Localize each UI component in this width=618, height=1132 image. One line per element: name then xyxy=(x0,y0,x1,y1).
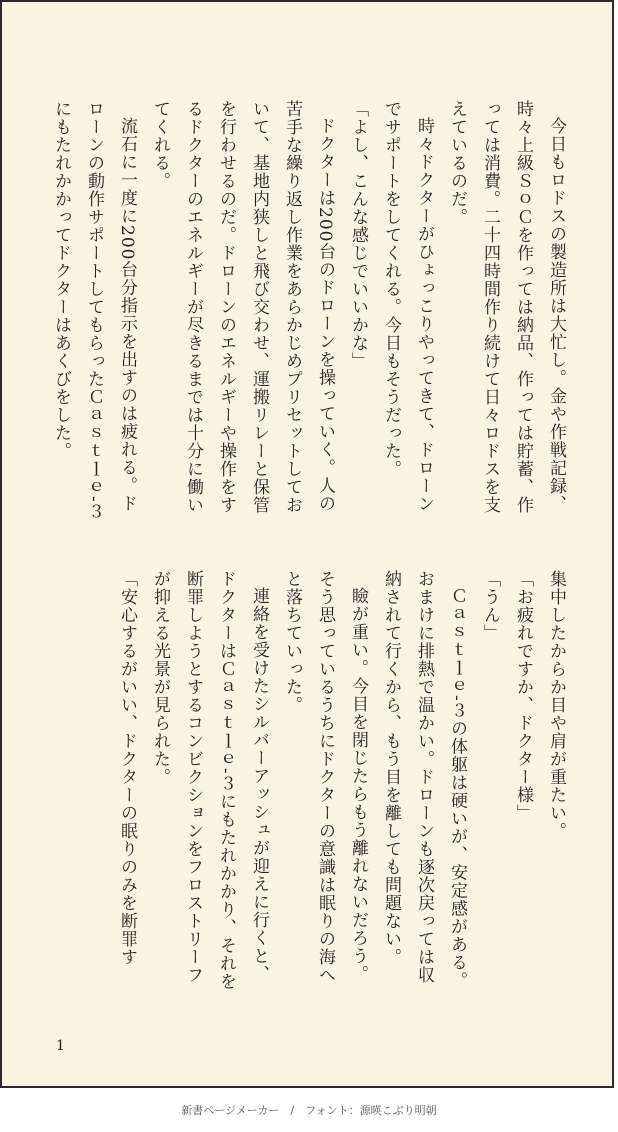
paragraph: ドクターは200台のドローンを操っていく。人の苦手な繰り返し作業をあらかじめプリセットしておいて、基地内狭しと飛び交わせ、運搬リレーと保管を行わせるのだ。ドローンのエネルギーや操作をするドクターのエネルギーが尽きるまでは十分に働いてくれる。 xyxy=(150,100,335,514)
paragraph: 流石に一度に200台分指示を出すのは疲れる。ドローンの動作サポートしてもらったＣａｓｔｌｅ‐３にもたれかかってドクターはあくびをした。 xyxy=(51,100,137,521)
paragraph: 「うん」 xyxy=(480,570,500,642)
paragraph: 連絡を受けたシルバーアッシュが迎えに行くと、ドクターはＣａｓｔｌｅ‐３にもたれかかり、それを断罪しようとするコンビクションをフロストリーフが抑える光景が見られた。 xyxy=(150,570,269,991)
upper-text-column-block xyxy=(44,100,572,530)
paragraph: 「よし、こんな感じでいいかな」 xyxy=(348,100,368,370)
footer-credit: 新書ページメーカー / フォント：源暎こぶり明朝 xyxy=(181,1104,437,1117)
paragraph: Ｃａｓｔｌｅ‐３の体躯は硬いが、安定感がある。おまけに排熱で温かい。ドローンも逐次戻っては収納されて行くから、もう目を離しても問題ない。 xyxy=(381,570,467,990)
paragraph: 瞼が重い。今目を閉じたらもう離れないだろう。そう思っているうちにドクターの意識は眠りの海へと落ちていった。 xyxy=(282,570,368,984)
lower-text-column-block xyxy=(110,570,572,1000)
paragraph: 「お疲れですか、ドクター様」 xyxy=(513,570,533,822)
paragraph: 今日もロドスの製造所は大忙し。金や作戦記録、時々上級ＳｏＣを作っては納品、作っては貯蓄、作っては消費。二十四時間作り続けて日々ロドスを支えているのだ。 xyxy=(447,100,566,514)
paragraph: 集中したからか目や肩が重たい。 xyxy=(546,570,566,840)
paragraph: 「安心するがいい、ドクターの眠りのみを断罪す xyxy=(117,570,137,966)
page-number: 1 xyxy=(56,1038,65,1054)
paragraph: 時々ドクターがひょっこりやってきて、ドローンでサポートをしてくれる。今日もそうだった。 xyxy=(381,100,434,513)
